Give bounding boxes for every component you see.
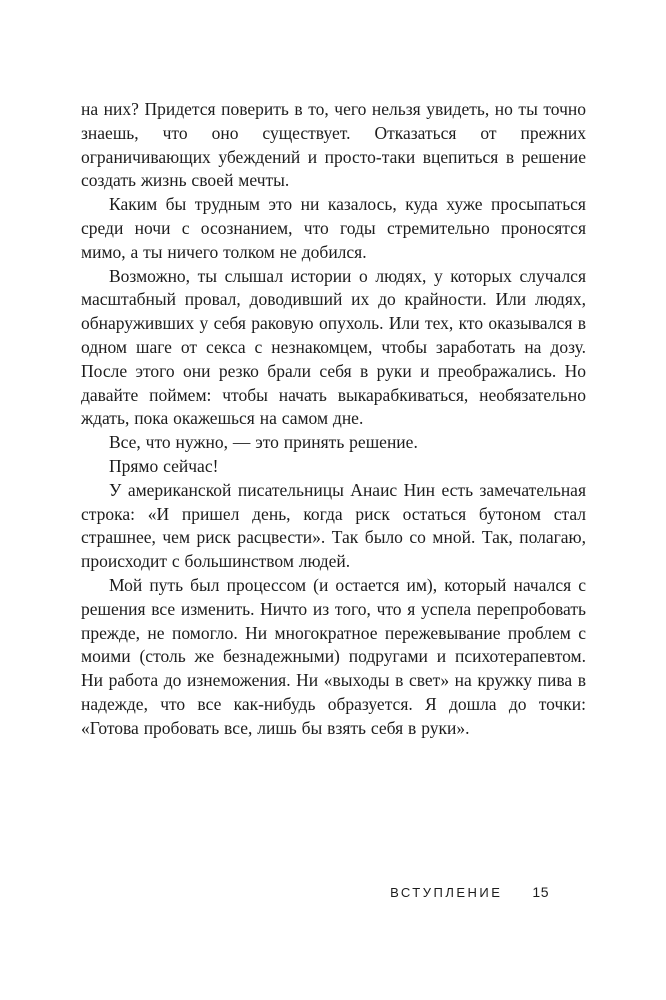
paragraph: на них? Придется поверить в то, чего нельзя увидеть, но ты точно знаешь, что оно существует. Отказаться от прежних ограничивающих убеждений и просто-таки вцепиться в решение создать жизнь своей мечты. (81, 99, 586, 191)
paragraph: У американской писательницы Анаис Нин есть замечательная строка: «И пришел день, когда риск остаться бутоном стал страшнее, чем риск расцвести». Так было со мной. Так, полагаю, происходит с большинством людей. (81, 479, 586, 572)
footer-page-number: 15 (532, 884, 549, 900)
footer-section-title: ВСТУПЛЕНИЕ (390, 885, 503, 900)
paragraph: Возможно, ты слышал истории о людях, у которых случался масштабный провал, доводивший их до крайности. Или людях, обнаруживших у себя раковую опухоль. Или тех, кто оказывался в одном шаге от секса с незнакомцем, чтобы заработать на дозу. После этого они резко брали себя в руки и преображались. Но давайте поймем: чтобы начать выкарабкиваться, необязательно ждать, пока окажешься на самом дне. (81, 265, 586, 429)
paragraph: Мой путь был процессом (и остается им), который начался с решения все изменить. Ничто из того, что я успела перепробовать прежде, не помогло. Ни многократное пережевывание проблем с моими (столь же безнадежными) подругами и психотерапевтом. Ни работа до изнеможения. Ни «выходы в свет» на кружку пива в надежде, что все как-нибудь образуется. Я дошла до точки: «Готова пробовать все, лишь бы взять себя в руки». (81, 574, 586, 738)
paragraph: Каким бы трудным это ни казалось, куда хуже просыпаться среди ночи с осознанием, что годы стремительно проносятся мимо, а ты ничего толком не добился. (81, 194, 586, 262)
paragraph: Все, что нужно, — это принять решение. (109, 432, 418, 453)
page-footer (390, 884, 549, 900)
paragraph: Прямо сейчас! (109, 455, 219, 476)
page-text (81, 98, 586, 741)
